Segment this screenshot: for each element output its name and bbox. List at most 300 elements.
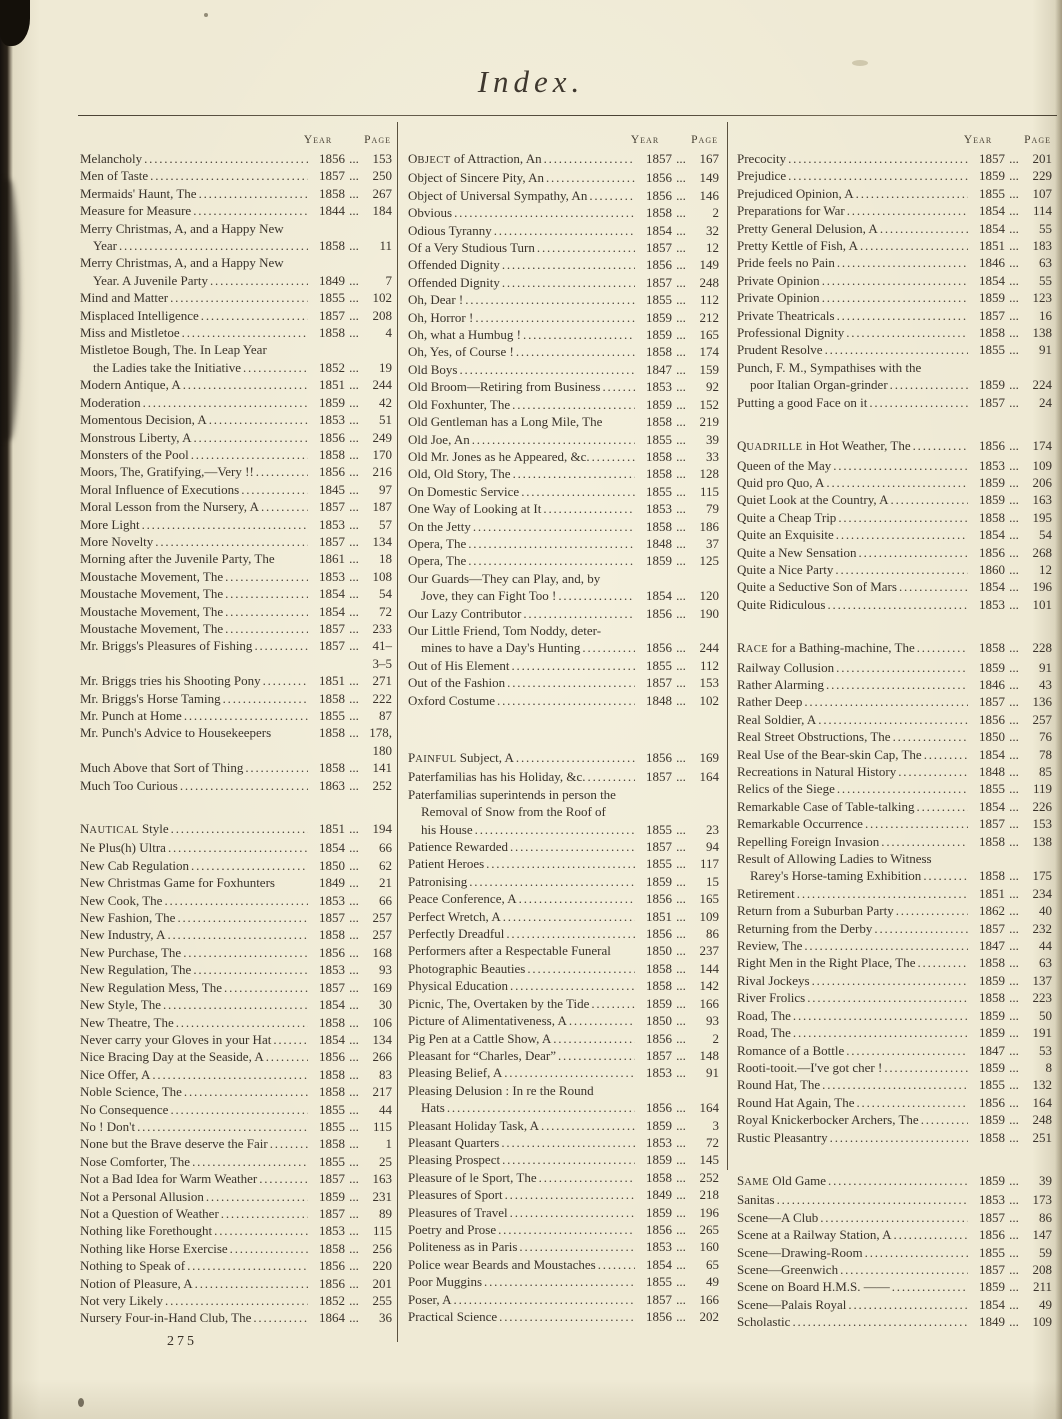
- entry-page: 266: [372, 1049, 392, 1065]
- index-entry: [80, 874, 392, 891]
- entry-page: 251: [1032, 1129, 1052, 1145]
- entry-year: 1857: [979, 816, 1005, 832]
- entry-year: 1855: [646, 483, 672, 499]
- entry-year: 1859: [979, 1059, 1005, 1075]
- dot-leader: [924, 746, 968, 763]
- year-page-separator: ...: [349, 1240, 359, 1256]
- year-page-separator: ...: [1009, 1192, 1019, 1208]
- year-page-separator: ...: [1009, 1025, 1019, 1041]
- year-page-separator: ...: [1009, 990, 1019, 1006]
- year-page-separator: ...: [349, 429, 359, 445]
- entry-page: 142: [699, 978, 719, 994]
- entry-row: [737, 578, 1052, 595]
- year-page-separator: ...: [1009, 596, 1019, 612]
- entry-year: 1857: [319, 638, 345, 654]
- entry-year: 1854: [319, 603, 345, 619]
- year-page-separator: ...: [1009, 955, 1019, 971]
- index-entry: [80, 1222, 392, 1239]
- entry-year: 1853: [319, 516, 345, 532]
- entry-page: 252: [372, 777, 392, 793]
- dot-leader: [512, 396, 635, 413]
- entry-year: 1856: [646, 1030, 672, 1046]
- entry-year: 1856: [979, 1227, 1005, 1243]
- year-page-separator: ...: [349, 1258, 359, 1274]
- year-page-separator: ...: [676, 448, 686, 464]
- dot-leader: [187, 1257, 308, 1274]
- year-page-separator: ...: [676, 205, 686, 221]
- dot-leader: [176, 1014, 308, 1031]
- dot-leader: [921, 1111, 968, 1128]
- entry-year: 1847: [979, 1042, 1005, 1058]
- entry-page: 134: [372, 1031, 392, 1047]
- dot-leader: [523, 605, 635, 622]
- year-page-separator: ...: [676, 344, 686, 360]
- dot-leader: [454, 1291, 635, 1308]
- entry-page: 257: [372, 927, 392, 943]
- entry-year: 1853: [979, 457, 1005, 473]
- entry-page: 137: [1032, 972, 1052, 988]
- entry-row: [80, 516, 392, 533]
- year-page-separator: ...: [349, 533, 359, 549]
- entry-year: 1854: [319, 997, 345, 1013]
- entry-page: 248: [699, 274, 719, 290]
- year-page-separator: ...: [676, 995, 686, 1011]
- year-page-separator: ...: [1009, 203, 1019, 219]
- dot-leader: [860, 237, 968, 254]
- index-entry: [737, 937, 1052, 954]
- dot-leader: [502, 256, 635, 273]
- dot-leader: [828, 1172, 968, 1189]
- index-entry: [80, 1205, 392, 1222]
- entry-title-line: Paterfamilias superintends in person the: [408, 786, 616, 802]
- entry-year: 1854: [979, 1296, 1005, 1312]
- entry-page: 144: [699, 960, 719, 976]
- dot-leader: [505, 1186, 635, 1203]
- entry-title: Patience Rewarded: [408, 839, 508, 855]
- entry-year: 1853: [979, 1192, 1005, 1208]
- entry-title: Object of Sincere Pity, An: [408, 170, 544, 186]
- entry-title: Review, The: [737, 938, 803, 954]
- index-entry: [80, 1048, 392, 1065]
- entry-year: 1848: [646, 692, 672, 708]
- entry-title: Perfect Wretch, A: [408, 908, 501, 924]
- year-page-separator: ...: [1009, 325, 1019, 341]
- entry-year: 1853: [646, 379, 672, 395]
- entry-row: [80, 996, 392, 1013]
- entry-year: 1857: [646, 675, 672, 691]
- entry-title: Ne Plus(h) Ultra: [80, 840, 166, 856]
- year-page-separator: ...: [349, 1049, 359, 1065]
- entry-year: 1855: [646, 821, 672, 837]
- entry-row: [80, 550, 392, 567]
- entry-year: 1854: [646, 222, 672, 238]
- entry-page: 66: [379, 892, 392, 908]
- entry-row: [80, 707, 392, 724]
- entry-page: 206: [1032, 474, 1052, 490]
- dot-leader: [243, 359, 308, 376]
- entry-page: 83: [379, 1066, 392, 1082]
- entry-row: [737, 185, 1052, 202]
- entry-row: [737, 457, 1052, 474]
- entry-row: [737, 711, 1052, 728]
- entry-row: [80, 446, 392, 463]
- dot-leader: [119, 237, 308, 254]
- year-page-separator: ...: [676, 414, 686, 430]
- entry-title: No ! Don't: [80, 1118, 136, 1134]
- entry-title: Repelling Foreign Invasion: [737, 833, 880, 849]
- dot-leader: [183, 376, 308, 393]
- dot-leader: [840, 1261, 968, 1278]
- index-entry: [408, 150, 719, 169]
- index-entry: [737, 885, 1052, 902]
- index-entry: [737, 815, 1052, 832]
- entry-title: Politeness as in Paris: [408, 1239, 518, 1255]
- entry-year: 1852: [319, 359, 345, 375]
- entry-page: 86: [1039, 1209, 1052, 1225]
- entry-title: Oh, what a Humbug !: [408, 327, 522, 343]
- entry-year: 1864: [319, 1310, 345, 1326]
- entry-year: 1858: [319, 325, 345, 341]
- entry-title: SAME Old Game: [737, 1172, 827, 1188]
- entry-year: 1855: [646, 856, 672, 872]
- index-entry: [737, 509, 1052, 526]
- entry-page: 231: [372, 1188, 392, 1204]
- entry-title: Pleasing Prospect: [408, 1152, 501, 1168]
- entry-title: Patronising: [408, 873, 468, 889]
- entry-title: Oh, Yes, of Course !: [408, 344, 514, 360]
- entry-page: 107: [1032, 185, 1052, 201]
- entry-row: [80, 1135, 392, 1152]
- entry-title-line: Mistletoe Bough, The. In Leap Year: [80, 342, 267, 358]
- entry-title: Monsters of the Pool: [80, 446, 189, 462]
- dot-leader: [469, 873, 635, 890]
- entry-title: Poser, A: [408, 1291, 452, 1307]
- entry-title: New Theatre, The: [80, 1014, 174, 1030]
- entry-page: 33: [706, 448, 719, 464]
- year-page-separator: ...: [349, 690, 359, 706]
- entry-title: Round Hat, The: [737, 1077, 821, 1093]
- index-column-1: [80, 132, 392, 1327]
- entry-row: [408, 1273, 719, 1290]
- entry-page: 78: [1039, 746, 1052, 762]
- entry-row: [737, 1261, 1052, 1278]
- year-page-separator: ...: [1009, 920, 1019, 936]
- entry-title: Retirement: [737, 885, 795, 901]
- index-entry: [80, 1188, 392, 1205]
- entry-row: [80, 307, 392, 324]
- dot-leader: [266, 1048, 308, 1065]
- entry-page: 87: [379, 708, 392, 723]
- entry-row: [408, 378, 719, 395]
- entry-year: 1857: [646, 274, 672, 290]
- year-page-separator: ...: [349, 708, 359, 723]
- entry-page: 208: [372, 307, 392, 323]
- entry-title: Real Use of the Bear-skin Cap, The: [737, 746, 922, 762]
- entry-title: Private Opinion: [737, 272, 820, 288]
- entry-year: 1857: [319, 910, 345, 926]
- year-page-separator: ...: [676, 292, 686, 308]
- entry-title: None but the Brave deserve the Fair: [80, 1136, 268, 1152]
- entry-year: 1845: [319, 481, 345, 497]
- entry-page: 271: [372, 673, 392, 689]
- year-page-separator: ...: [349, 307, 359, 323]
- year-page-separator: ...: [1009, 903, 1019, 919]
- index-entry: [408, 977, 719, 994]
- entry-row: [80, 1118, 392, 1135]
- entry-title: Rustic Pleasantry: [737, 1129, 828, 1145]
- entry-page: 223: [1032, 990, 1052, 1006]
- entry-year: 1859: [979, 1025, 1005, 1041]
- year-page-separator: ...: [676, 483, 686, 499]
- year-page-separator: ...: [349, 238, 359, 254]
- entry-page: 24: [1039, 394, 1052, 410]
- year-page-separator: ...: [676, 1117, 686, 1133]
- entry-row: [80, 568, 392, 585]
- index-entry: [737, 746, 1052, 763]
- entry-year: 1857: [646, 769, 672, 785]
- entry-title: poor Italian Organ-grinder: [750, 377, 888, 393]
- index-entry: [737, 359, 1052, 394]
- index-entry: [80, 585, 392, 602]
- entry-title: Perfectly Dreadful: [408, 926, 505, 942]
- entry-page: 190: [699, 605, 719, 621]
- entry-page: 257: [1032, 711, 1052, 727]
- year-page-separator: ...: [349, 927, 359, 943]
- index-entry: [408, 378, 719, 395]
- year-page-separator: ...: [676, 873, 686, 889]
- index-entry: [80, 857, 392, 874]
- entry-page: 202: [699, 1309, 719, 1324]
- index-entry: [80, 533, 392, 550]
- entry-title: Old, Old Story, The: [408, 466, 511, 482]
- entry-year: 1859: [979, 659, 1005, 675]
- index-entry: [737, 289, 1052, 306]
- entry-row: [408, 500, 719, 517]
- entry-row: [737, 307, 1052, 324]
- entry-page: 196: [1032, 579, 1052, 595]
- dot-leader: [502, 274, 635, 291]
- entry-page: 91: [1039, 342, 1052, 358]
- dot-leader: [182, 324, 308, 341]
- dot-leader: [454, 204, 635, 221]
- entry-year: 1844: [319, 203, 345, 219]
- dot-leader: [142, 516, 308, 533]
- entry-year: 1855: [646, 292, 672, 308]
- entry-year: 1855: [979, 1077, 1005, 1093]
- year-page-separator: ...: [676, 431, 686, 447]
- entry-row: [408, 587, 719, 604]
- entry-row: [80, 289, 392, 306]
- entry-page: 55: [1039, 272, 1052, 288]
- year-page-separator: ...: [349, 962, 359, 978]
- entry-page: 109: [1032, 457, 1052, 473]
- entry-row: [737, 1129, 1052, 1146]
- entry-year: 1858: [319, 1084, 345, 1100]
- entry-title-line: Pleasing Delusion : In re the Round: [408, 1082, 594, 1098]
- dot-leader: [165, 1292, 308, 1309]
- year-page-separator: ...: [349, 481, 359, 497]
- year-page-separator: ...: [676, 839, 686, 855]
- entry-title: Patient Heroes: [408, 856, 485, 872]
- column-entries: [80, 150, 392, 1327]
- dot-leader: [256, 463, 308, 480]
- entry-title: Never carry your Gloves in your Hat: [80, 1031, 272, 1047]
- entry-row: [737, 639, 1052, 658]
- entry-year: 1854: [979, 272, 1005, 288]
- entry-page: 12: [1039, 561, 1052, 577]
- entry-year: 1859: [979, 168, 1005, 184]
- entry-year: 1854: [979, 746, 1005, 762]
- dot-leader: [546, 169, 635, 186]
- year-page-separator: ...: [1009, 492, 1019, 508]
- entry-title: Romance of a Bottle: [737, 1042, 845, 1058]
- entry-year: 1851: [319, 377, 345, 393]
- entry-title: Real Street Obstructions, The: [737, 729, 891, 745]
- entry-year: 1859: [646, 327, 672, 343]
- index-entry: [737, 1172, 1052, 1191]
- dot-leader: [273, 1031, 308, 1048]
- entry-row: [80, 463, 392, 480]
- entry-title: New Purchase, The: [80, 944, 182, 960]
- entry-title: Not very Likely: [80, 1293, 164, 1308]
- year-page-separator: ...: [349, 446, 359, 462]
- year-page-separator: ...: [676, 222, 686, 238]
- year-page-separator: ...: [676, 1047, 686, 1063]
- entry-title: Rather Alarming: [737, 676, 825, 692]
- dot-leader: [180, 777, 308, 794]
- year-page-separator: ...: [1009, 676, 1019, 692]
- entry-row: [408, 431, 719, 448]
- dot-leader: [468, 552, 635, 569]
- dot-leader: [830, 1129, 968, 1146]
- entry-title: New Regulation Mess, The: [80, 979, 223, 995]
- entry-page: 7: [385, 272, 392, 288]
- entry-year: 1857: [319, 533, 345, 549]
- year-page-separator: ...: [349, 568, 359, 584]
- dot-leader: [209, 411, 308, 428]
- dot-leader: [793, 1007, 968, 1024]
- entry-year: 1850: [979, 729, 1005, 745]
- index-entry: [737, 833, 1052, 850]
- entry-title: Quite a Seductive Son of Mars: [737, 579, 897, 595]
- year-page-separator: ...: [676, 501, 686, 517]
- index-entry: [737, 1042, 1052, 1059]
- dot-leader: [591, 995, 635, 1012]
- entry-year: 1863: [319, 777, 345, 793]
- entry-year: 1850: [319, 857, 345, 873]
- index-entry: [80, 1309, 392, 1326]
- entry-year: 1853: [319, 1223, 345, 1239]
- dot-leader: [537, 239, 635, 256]
- entry-title: Railway Collusion: [737, 659, 835, 675]
- paper-speck: [78, 1398, 84, 1407]
- index-entry: [408, 396, 719, 413]
- year-page-separator: ...: [1009, 1094, 1019, 1110]
- index-entry: [80, 481, 392, 498]
- entry-row: [80, 1309, 392, 1326]
- entry-title: Opera, The: [408, 535, 467, 551]
- entry-title: Not a Bad Idea for Warm Weather: [80, 1171, 258, 1187]
- entry-year: 1859: [979, 1007, 1005, 1023]
- entry-page: 44: [379, 1101, 392, 1117]
- index-entry: [80, 150, 392, 167]
- entry-title: the Ladies take the Initiative: [93, 359, 241, 375]
- entry-page: 21: [379, 875, 392, 891]
- entry-title: Oh, Dear !: [408, 292, 464, 308]
- entry-row: [737, 1296, 1052, 1313]
- year-page-separator: ...: [1009, 938, 1019, 954]
- year-page-separator: ...: [349, 840, 359, 856]
- entry-row: [80, 979, 392, 996]
- dot-leader: [184, 707, 308, 724]
- index-entry: [408, 1169, 719, 1186]
- entry-page: 226: [1032, 798, 1052, 814]
- entry-page: 115: [372, 1118, 392, 1134]
- entry-row: [80, 944, 392, 961]
- year-page-separator: ...: [1009, 474, 1019, 490]
- entry-page: 63: [1039, 955, 1052, 971]
- entry-page: 174: [699, 344, 719, 360]
- index-entry: [408, 768, 719, 785]
- year-page-separator: ...: [349, 586, 359, 602]
- entry-page: 106: [372, 1014, 392, 1030]
- dot-leader: [225, 620, 308, 637]
- year-page-separator: ...: [349, 151, 359, 166]
- index-entry: [737, 220, 1052, 237]
- column-entries: [408, 150, 719, 1325]
- entry-row: [737, 815, 1052, 832]
- index-entry: [737, 1024, 1052, 1041]
- year-page-separator: ...: [1009, 1244, 1019, 1260]
- dot-leader: [894, 1226, 968, 1243]
- entry-year: 1858: [319, 1240, 345, 1256]
- entry-row: [80, 1292, 392, 1309]
- index-entry: [80, 411, 392, 428]
- entry-title-line: Merry Christmas, A, and a Happy New: [80, 255, 284, 271]
- entry-title: Pleasant for “Charles, Dear”: [408, 1047, 556, 1063]
- entry-title: Year: [93, 238, 117, 254]
- entry-title: Rooti-tooit.—I've got cher !: [737, 1059, 883, 1075]
- entry-row: [80, 1101, 392, 1118]
- entry-row: [737, 833, 1052, 850]
- entry-page: 211: [1032, 1279, 1052, 1295]
- entry-row: [80, 167, 392, 184]
- entry-row: [80, 1014, 392, 1031]
- year-page-separator: ...: [1009, 544, 1019, 560]
- entry-year: 1856: [646, 170, 672, 186]
- page-title: Index.: [477, 64, 585, 99]
- entry-row: [737, 1209, 1052, 1226]
- year-page-separator: ...: [676, 151, 686, 166]
- entry-title: Pleasing Belief, A: [408, 1065, 503, 1081]
- entry-page: 163: [372, 1171, 392, 1187]
- entry-page-continuation: [80, 742, 392, 759]
- entry-row: [408, 639, 719, 656]
- dot-leader: [869, 394, 968, 411]
- entry-page: 15: [706, 873, 719, 889]
- index-column-3: [737, 132, 1052, 1331]
- entry-page: 152: [699, 396, 719, 412]
- entry-row: [737, 1172, 1052, 1191]
- dot-leader: [923, 867, 968, 884]
- entry-year: 1851: [979, 238, 1005, 254]
- entry-title: Nose Comforter, The: [80, 1153, 191, 1169]
- index-entry: [737, 457, 1052, 474]
- index-entry: [408, 674, 719, 691]
- dot-leader: [510, 1204, 635, 1221]
- entry-row: [737, 341, 1052, 358]
- year-page-separator: ...: [349, 464, 359, 480]
